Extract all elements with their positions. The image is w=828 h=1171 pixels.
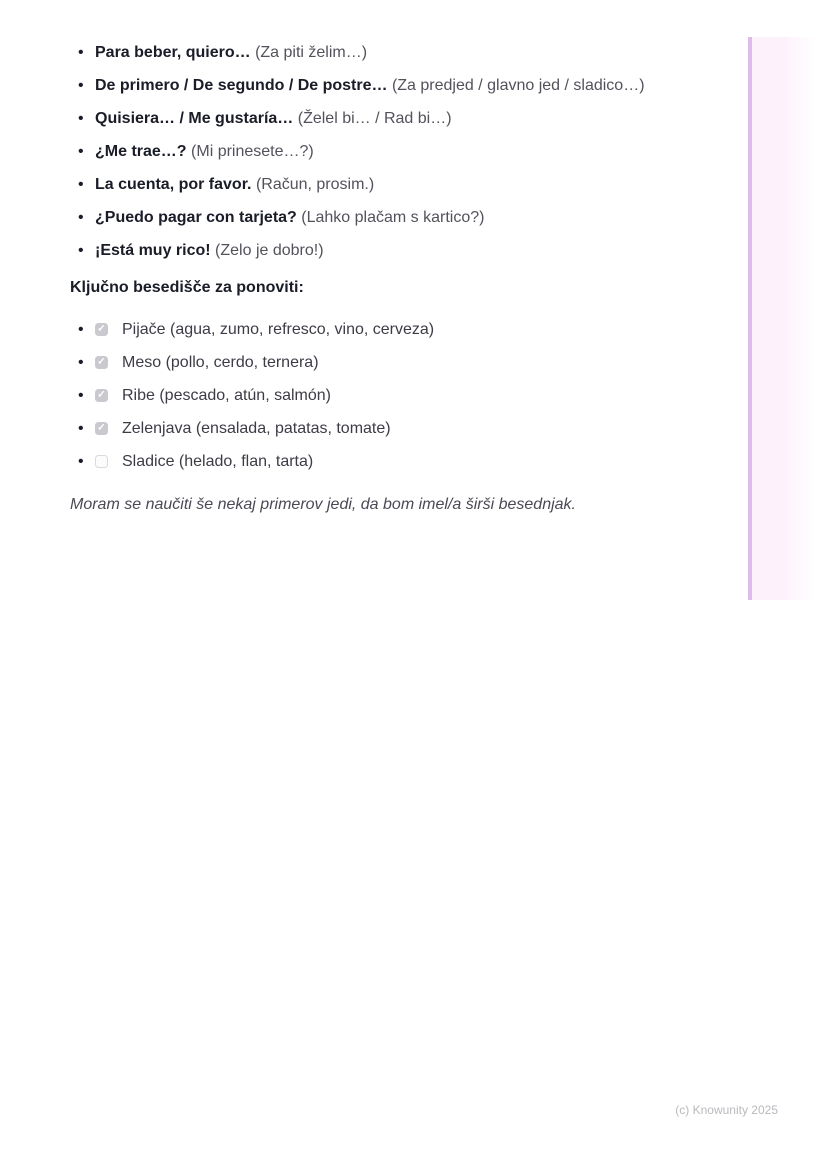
checklist-label: Zelenjava (ensalada, patatas, tomate) xyxy=(122,420,391,437)
checklist-label: Sladice (helado, flan, tarta) xyxy=(122,453,314,470)
phrase-spanish: De primero / De segundo / De postre… xyxy=(95,77,388,94)
checklist-item xyxy=(70,416,670,441)
checkbox[interactable] xyxy=(95,389,108,402)
phrase-translation: (Mi prinesete…?) xyxy=(191,143,314,160)
checkbox[interactable] xyxy=(95,356,108,369)
bullet-icon: • xyxy=(78,110,84,127)
checklist-label: Ribe (pescado, atún, salmón) xyxy=(122,387,331,404)
checkbox[interactable] xyxy=(95,422,108,435)
bullet-icon: • xyxy=(78,77,84,94)
checklist-item xyxy=(70,350,670,375)
phrase-translation: (Račun, prosim.) xyxy=(255,176,375,193)
section-heading: Ključno besedišče za ponoviti: xyxy=(70,279,304,296)
bullet-icon: • xyxy=(78,354,84,371)
phrase-spanish: Quisiera… / Me gustaría… xyxy=(95,110,294,127)
phrase-list-item xyxy=(70,238,666,263)
phrase-list-item xyxy=(70,73,666,98)
check-icon: ✓ xyxy=(97,356,106,368)
check-icon: ✓ xyxy=(97,323,106,335)
bullet-icon: • xyxy=(78,176,84,193)
phrase-translation: (Za piti želim…) xyxy=(255,44,368,61)
bullet-icon: • xyxy=(78,453,84,470)
checklist-item xyxy=(70,383,670,408)
phrase-list-item xyxy=(70,40,666,65)
phrase-spanish: ¿Puedo pagar con tarjeta? xyxy=(95,209,297,226)
phrase-spanish: ¿Me trae…? xyxy=(95,143,187,160)
check-icon: ✓ xyxy=(97,422,106,434)
phrase-translation: (Želel bi… / Rad bi…) xyxy=(297,110,452,127)
checklist-item xyxy=(70,317,670,342)
phrase-translation: (Za predjed / glavno jed / sladico…) xyxy=(391,77,645,94)
bullet-icon: • xyxy=(78,242,84,259)
phrase-list-item xyxy=(70,172,666,197)
bullet-icon: • xyxy=(78,387,84,404)
bullet-icon: • xyxy=(78,44,84,61)
phrase-list xyxy=(70,40,666,263)
phrase-spanish: La cuenta, por favor. xyxy=(95,176,252,193)
bullet-icon: • xyxy=(78,143,84,160)
checklist-label: Pijače (agua, zumo, refresco, vino, cerveza) xyxy=(122,321,435,338)
footer-copyright: (c) Knowunity 2025 xyxy=(675,1103,778,1117)
checkbox[interactable] xyxy=(95,323,108,336)
checklist-item xyxy=(70,449,670,474)
document-content xyxy=(70,40,670,517)
bullet-icon: • xyxy=(78,420,84,437)
phrase-translation: (Lahko plačam s kartico?) xyxy=(301,209,485,226)
phrase-translation: (Zelo je dobro!) xyxy=(215,242,324,259)
vocab-checklist xyxy=(70,317,670,474)
margin-highlight xyxy=(748,37,814,600)
bullet-icon: • xyxy=(78,209,84,226)
margin-highlight-bar xyxy=(748,37,752,600)
checklist-label: Meso (pollo, cerdo, ternera) xyxy=(122,354,319,371)
phrase-list-item xyxy=(70,106,666,131)
note-text: Moram se naučiti še nekaj primerov jedi, da bom imel/a širši besednjak. xyxy=(70,496,576,513)
phrase-list-item xyxy=(70,205,666,230)
check-icon: ✓ xyxy=(97,389,106,401)
checkbox[interactable] xyxy=(95,455,108,468)
phrase-spanish: ¡Está muy rico! xyxy=(95,242,211,259)
phrase-spanish: Para beber, quiero… xyxy=(95,44,251,61)
phrase-list-item xyxy=(70,139,666,164)
bullet-icon: • xyxy=(78,321,84,338)
